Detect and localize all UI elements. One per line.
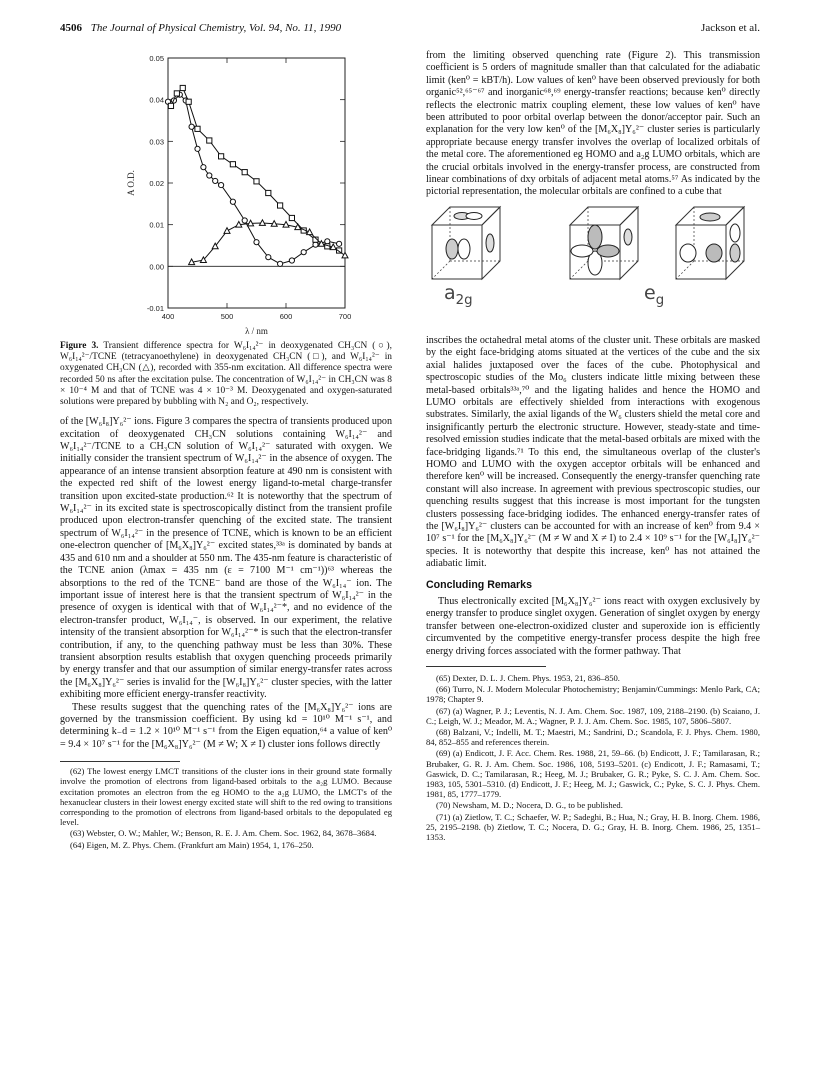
figure-3-chart	[60, 50, 392, 337]
data-point-circle	[189, 124, 194, 129]
data-point-square	[195, 126, 200, 131]
orbital-label-eg: $e_g$	[644, 281, 665, 308]
data-point-circle	[213, 178, 218, 183]
reference: (68) Balzani, V.; Indelli, M. T.; Maestri, M.; Sandrini, D.; Scandola, F. J. Phys. Chem. 1980, 84, 852–855 and references therein.	[426, 727, 760, 748]
references-divider	[426, 666, 546, 667]
data-point-circle	[219, 182, 224, 187]
orbital-label-a2g: $a_{2g}$	[444, 281, 473, 308]
footnote: (62) The lowest energy LMCT transitions of the cluster ions in their ground state formally involve the promotion of electrons from ligand-based orbitals to the a₂g LUMO. Because excitation promotes an electron from the eg HOMO to the a₂g LUMO, the LMCT's of the hexanuclear clusters in their lowest energy excited state will shift to the red owing to transitions corresponding to the promotion of electrons from ligand-based orbitals to the depopulated eg level.	[60, 766, 392, 828]
body-paragraph: Thus electronically excited [M₆X₈]Y₆²⁻ ions react with oxygen exclusively by energy transfer to produce singlet oxygen. Generation of singlet oxygen by energy transfer between one-electron-oxidized cluster and superoxide ion is efficiently circumvented by the competitive energy-transfer process despite the high free energy driving forces associated with the former pathway. That	[426, 596, 760, 657]
reference: (69) (a) Endicott, J. F. Acc. Chem. Res. 1988, 21, 59–66. (b) Endicott, J. F.; Tamilarasan, R.; Brubaker, G. R. J. Am. Chem. Soc. 1986, 108, 5193–5201. (c) Endicott, J. F.; Ramasami, T.; Gaswick, D. C.; Tamilarasan, R.; Heeg, M. J.; Brubaker, G. R.; Pyke, S. C. J. Am. Chem. Soc. 1983, 105, 5301–5310. (d) Endicott, J. F.; Heeg, M. J.; Gaswick, C.; Pyke, S. C. J. Phys. Chem. 1981, 85, 1777–1779.	[426, 748, 760, 800]
section-heading: Concluding Remarks	[426, 578, 532, 591]
footnote: (63) Webster, O. W.; Mahler, W.; Benson, R. E. J. Am. Chem. Soc. 1962, 84, 3678–3684.	[70, 828, 377, 839]
y-tick-label: 0.02	[149, 179, 164, 188]
data-point-circle	[195, 146, 200, 151]
data-point-square	[289, 215, 294, 220]
y-tick-label: 0.00	[149, 262, 164, 272]
data-point-square	[254, 179, 259, 184]
data-point-circle	[201, 165, 206, 170]
body-paragraph: inscribes the octahedral metal atoms of the cluster unit. These orbitals are masked by the eight face-bridging atoms situated at the vertices of the cube and the six axial halides juxtaposed over the faces of the cube. Photophysical and spectroscopic studies of the Mo₆ clusters indicate little mixing between these metal-based orbitals³³ᵃ,⁷⁰ and the ligating halides and hence the HOMO and LUMO orbitals are effectively shielded from interactions with exogenous substrates. Similarly, the axial ligands of the W₆ clusters shield the metal core and insignificantly perturb the electronic structure. However, steady-state and time-resolved emission studies indicate that the metal-based orbitals are mixed with the face-bridging ligands.⁷¹ To this end, the simultaneous overlap of the cluster's HOMO and LUMO with the oxygen acceptor orbitals will be enhanced and therefore ken⁰ will be increased. Consequently the energy-transfer quenching rate constant will also increase. In agreement with previous spectroscopic studies, our quenching results suggest that this increase is most important for the tungsten clusters possessing face-bridging iodides. The enhanced energy-transfer rates of the [W₆I₈]Y₆²⁻ clusters can be accounted for with an increase of ken⁰ from 9.4 × 10⁷ s⁻¹ for the [M₆X₈]Y₆²⁻ (M ≠ W and X ≠ I) to 2.4 × 10⁹ s⁻¹ for the [W₆I₈]Y₆²⁻ species. It is noteworthy that despite this increase, ken⁰ has not attained the adiabatic limit.	[426, 334, 760, 570]
data-point-circle	[242, 218, 247, 223]
y-axis-label: A O.D.	[126, 170, 136, 196]
figure-3	[60, 50, 392, 337]
y-tick-label: -0.01	[146, 304, 164, 313]
a2g-cube-drawing	[432, 207, 500, 279]
data-point-square	[186, 99, 191, 104]
footnote: (64) Eigen, M. Z. Phys. Chem. (Frankfurt am Main) 1954, 1, 176–250.	[70, 839, 314, 850]
left-body-text	[60, 416, 392, 751]
footnotes	[60, 766, 392, 850]
data-point-circle	[337, 241, 342, 246]
data-point-square	[266, 190, 271, 195]
eg-cube-drawing-1	[570, 207, 638, 279]
right-column	[426, 50, 760, 843]
x-axis-label: λ / nm	[245, 326, 268, 336]
data-point-square	[180, 85, 185, 90]
orbital-cubes	[426, 203, 760, 287]
data-point-square	[168, 103, 173, 108]
left-column	[60, 50, 392, 851]
figure-3-caption-text: Transient difference spectra for W₆I₁₄²⁻ in deoxygenated CH₃CN (○), W₆I₁₄²⁻/TCNE (tetracyanoethylene) in deoxygenated CH₃CN (□), and W₆I₁₄²⁻ in oxygenated CH₃CN (△), recorded with 355-nm excitation. All difference spectra were recorded 50 ns after the excitation pulse. The concentration of W₆I₁₄²⁻ in CH₃CN was 8 × 10⁻⁴ M and that of TCNE was 4 × 10⁻³ M. Deoxygenated and oxygen-saturated solutions were prepared by bubbling with N₂ and O₂, respectively.	[60, 341, 392, 408]
journal-citation: The Journal of Physical Chemistry, Vol. 94, No. 11, 1990	[90, 22, 342, 34]
data-point-circle	[301, 250, 306, 255]
data-point-circle	[325, 239, 330, 244]
y-tick-label: 0.05	[149, 54, 164, 63]
data-point-square	[174, 91, 179, 96]
data-point-square	[230, 162, 235, 167]
body-paragraph: These results suggest that the quenching rates of the [M₆X₈]Y₆²⁻ ions are governed by the transmission coefficient. By using kd = 10¹⁰ M⁻¹ s⁻¹, and determining k₋d = 1.2 × 10¹⁰ M⁻¹ s⁻¹ from the Eigen equation,⁶⁴ a value of ken⁰ = 9.4 × 10⁷ s⁻¹ for the [M₆X₈]Y₆²⁻ (M ≠ W; X ≠ I) cluster ions follows directly	[60, 701, 392, 750]
data-point-triangle	[342, 252, 348, 258]
author-running-head: Jackson et al.	[701, 22, 760, 34]
figure-3-caption	[60, 341, 392, 408]
data-point-square	[207, 138, 212, 143]
reference: (65) Dexter, D. L. J. Chem. Phys. 1953, 21, 836–850.	[436, 673, 620, 684]
body-paragraph: from the limiting observed quenching rate (Figure 2). This transmission coefficient is 5 orders of magnitude smaller than that calculated for the adiabatic limit (ken⁰ = kBT/h). Low values of ken⁰ have been observed previously for both organic⁵²,⁶⁵⁻⁶⁷ and inorganic⁶⁸,⁶⁹ energy-transfer reactions; because ken⁰ directly reflects the electronic matrix coupling element, these low values of ken⁰ have been attributed to poor orbital overlap between the donor/acceptor pair. Such an explanation for the very low ken⁰ of the [M₆X₈]Y₆²⁻ cluster series is particularly appropriate because energy transfer involves the overlap of localized orbitals of the metal core. The aforementioned eg HOMO and a₂g LUMO orbitals, which are the crucial orbitals involved in the energy-transfer process, are constructed from linear combinations of dxy orbitals of adjacent metal atoms.⁵⁷ As indicated by the pictorial representation, the molecular orbitals are confined to a cube that	[426, 50, 760, 198]
eg-cube-drawing-2	[676, 207, 744, 279]
references	[426, 673, 760, 842]
body-paragraph: of the [W₆I₈]Y₆²⁻ ions. Figure 3 compares the spectra of transients produced upon excitation of deoxygenated CH₃CN solutions containing W₆I₁₄²⁻ and W₆I₁₄²⁻/TCNE to a CH₃CN solution of W₆I₁₄²⁻ saturated with oxygen. We initially consider the transient spectrum of W₆I₁₄²⁻ in the absence of oxygen. The appearance of an intense transient absorption feature at 490 nm is consistent with the expected red shift of the lowest energy ligand-to-metal charge-transfer transition upon excited-state production.⁶² It is noteworthy that the spectrum of W₆I₁₄²⁻ in its excited state is spectroscopically distinct from the transient profile produced upon electron-transfer quenching of the excited state. The transient spectrum of W₆I₁₄²⁻ in the presence of TCNE, which is known to be an efficient one-electron quencher of [M₆X₈]Y₆²⁻ excited states,³³ᵃ is dominated by bands at 435 and 610 nm and a shoulder at 550 nm. The 435-nm feature is characteristic of the TCNE anion (λmax = 435 nm (ε = 7100 M⁻¹ cm⁻¹))⁶³ whereas the absorptions to the red of the TCNE⁻ band are those of the W₆I₁₄⁻ ion. The important issue of interest here is that the transient spectrum of W₆I₁₄²⁻ in the presence of oxygen is identical with that of W₆I₁₄²⁻*, and no evidence of the electron-transfer product, W₆I₁₄⁻, is observed. In our experiment, the relative intensity of the transient absorption for W₆I₁₄²⁻* is such that the electron-transfer contribution, if any, to the quenching pathway must be less than 30%. These transient absorption results establish that oxygen quenching proceeds primarily by energy transfer and that our assumption of similar energy-transfer rates across the [M₆X₈]Y₆²⁻ series is invalid for the [W₆I₈]Y₆²⁻ cluster species, with the latter exhibiting more efficient energy-transfer reactivity.	[60, 416, 393, 701]
data-point-circle	[207, 173, 212, 178]
footnote-divider	[60, 761, 180, 762]
y-tick-label: 0.03	[149, 137, 164, 147]
x-tick-label: 700	[338, 312, 352, 321]
reference: (70) Newsham, M. D.; Nocera, D. G., to be published.	[436, 800, 623, 811]
series-line-square	[171, 88, 339, 251]
data-point-square	[219, 154, 224, 159]
y-tick-label: 0.01	[149, 220, 164, 230]
data-point-square	[242, 170, 247, 175]
data-point-triangle	[224, 228, 230, 234]
figure-3-label: Figure 3.	[60, 341, 99, 351]
data-point-circle	[254, 240, 259, 245]
x-tick-label: 400	[161, 312, 175, 321]
y-tick-label: 0.04	[149, 95, 164, 105]
reference: (67) (a) Wagner, P. J.; Leventis, N. J. Am. Chem. Soc. 1987, 109, 2188–2190. (b) Scaiano, J. C.; Leigh, W. J.; Meador, M. A.; Wagner, P. J. J. Am. Chem. Soc. 1985, 107, 5806–5807.	[426, 705, 760, 726]
page-number: 4506	[60, 22, 82, 34]
data-point-circle	[230, 199, 235, 204]
reference: (66) Turro, N. J. Modern Molecular Photochemistry; Benjamin/Cummings: Menlo Park, CA; 1978; Chapter 9.	[426, 684, 760, 705]
data-point-circle	[289, 258, 294, 263]
data-point-square	[278, 203, 283, 208]
orbital-diagram	[426, 203, 760, 329]
running-head	[60, 22, 760, 38]
x-tick-label: 500	[220, 312, 234, 321]
data-point-circle	[278, 261, 283, 266]
x-tick-label: 600	[279, 312, 293, 321]
reference: (71) (a) Zietlow, T. C.; Schaefer, W. P.; Sadeghi, B.; Hua, N.; Gray, H. B. Inorg. Chem. 1986, 25, 2195–2198. (b) Zietlow, T. C.; Nocera, D. G.; Gray, H. B. Inorg. Chem. 1986, 25, 1351–1353.	[426, 811, 760, 843]
data-point-circle	[266, 255, 271, 260]
data-point-circle	[313, 242, 318, 247]
